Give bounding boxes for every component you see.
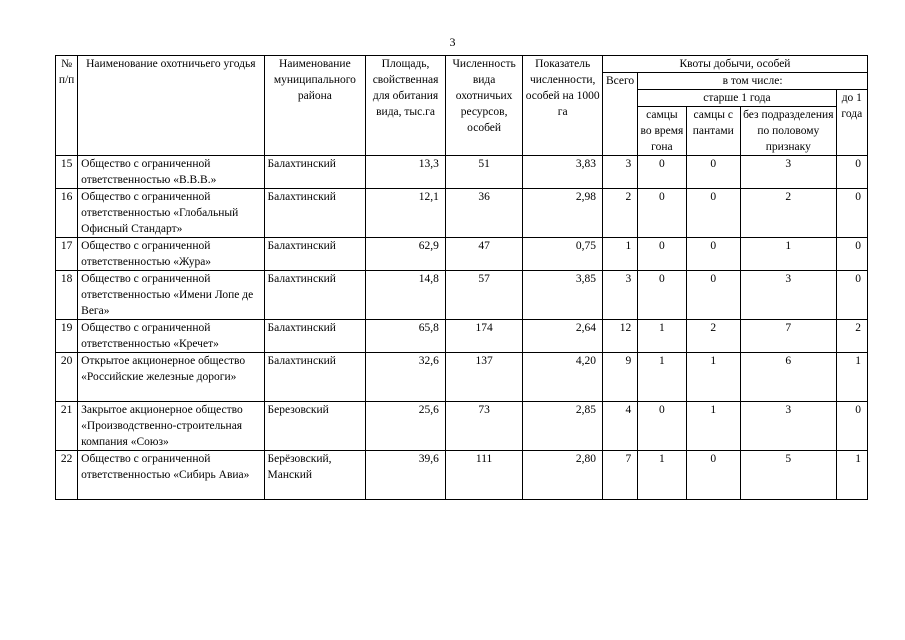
header-males-rut: самцы во время гона xyxy=(638,107,686,156)
row-num: 18 xyxy=(56,271,78,320)
page-number: 3 xyxy=(449,35,456,49)
row-no-sex: 7 xyxy=(740,320,836,353)
row-total: 3 xyxy=(602,156,637,189)
row-population: 47 xyxy=(445,238,523,271)
row-district: Балахтинский xyxy=(264,320,366,353)
header-total: Всего xyxy=(602,73,637,156)
row-no-sex: 6 xyxy=(740,353,836,402)
row-population: 137 xyxy=(445,353,523,402)
row-num: 20 xyxy=(56,353,78,402)
header-under1: до 1 года xyxy=(836,90,867,156)
row-name: Закрытое акционерное общество «Производственно-строительная компания «Союз» xyxy=(78,402,264,451)
row-population: 111 xyxy=(445,451,523,500)
row-total: 4 xyxy=(602,402,637,451)
row-num: 22 xyxy=(56,451,78,500)
row-total: 3 xyxy=(602,271,637,320)
row-district: Берёзовский, Манский xyxy=(264,451,366,500)
row-population: 36 xyxy=(445,189,523,238)
row-area: 32,6 xyxy=(366,353,446,402)
row-population: 174 xyxy=(445,320,523,353)
row-males-rut: 0 xyxy=(638,402,686,451)
row-num: 15 xyxy=(56,156,78,189)
row-under1: 1 xyxy=(836,451,867,500)
header-district: Наименование муниципального района xyxy=(264,56,366,156)
row-area: 25,6 xyxy=(366,402,446,451)
row-under1: 0 xyxy=(836,271,867,320)
table-row xyxy=(56,238,868,271)
row-area: 14,8 xyxy=(366,271,446,320)
row-males-rut: 1 xyxy=(638,353,686,402)
row-males-antlers: 1 xyxy=(686,402,740,451)
row-males-rut: 0 xyxy=(638,156,686,189)
row-district: Балахтинский xyxy=(264,271,366,320)
table-row xyxy=(56,353,868,402)
hunting-quota-table xyxy=(55,55,868,500)
row-district: Березовский xyxy=(264,402,366,451)
row-males-rut: 0 xyxy=(638,271,686,320)
row-no-sex: 2 xyxy=(740,189,836,238)
table-row xyxy=(56,156,868,189)
row-under1: 0 xyxy=(836,238,867,271)
row-name: Общество с ограниченной ответственностью «Имени Лопе де Вега» xyxy=(78,271,264,320)
row-total: 12 xyxy=(602,320,637,353)
row-index: 2,85 xyxy=(523,402,603,451)
row-males-rut: 0 xyxy=(638,238,686,271)
table-row xyxy=(56,271,868,320)
row-num: 19 xyxy=(56,320,78,353)
row-population: 51 xyxy=(445,156,523,189)
row-name: Открытое акционерное общество «Российские железные дороги» xyxy=(78,353,264,402)
header-no-sex: без подразделения по половому признаку xyxy=(740,107,836,156)
header-area: Площадь, свойственная для обитания вида, тыс.га xyxy=(366,56,446,156)
row-no-sex: 5 xyxy=(740,451,836,500)
row-num: 16 xyxy=(56,189,78,238)
row-males-rut: 1 xyxy=(638,451,686,500)
row-males-antlers: 0 xyxy=(686,156,740,189)
row-index: 4,20 xyxy=(523,353,603,402)
row-males-antlers: 0 xyxy=(686,451,740,500)
row-no-sex: 3 xyxy=(740,156,836,189)
header-num: № п/п xyxy=(56,56,78,156)
header-including: в том числе: xyxy=(638,73,868,90)
row-area: 39,6 xyxy=(366,451,446,500)
row-population: 57 xyxy=(445,271,523,320)
header-older: старше 1 года xyxy=(638,90,836,107)
row-name: Общество с ограниченной ответственностью «Кречет» xyxy=(78,320,264,353)
row-index: 0,75 xyxy=(523,238,603,271)
row-under1: 1 xyxy=(836,353,867,402)
row-no-sex: 3 xyxy=(740,402,836,451)
row-district: Балахтинский xyxy=(264,353,366,402)
row-district: Балахтинский xyxy=(264,238,366,271)
header-males-antlers: самцы с пантами xyxy=(686,107,740,156)
row-area: 13,3 xyxy=(366,156,446,189)
row-index: 3,85 xyxy=(523,271,603,320)
row-total: 7 xyxy=(602,451,637,500)
header-population: Численность вида охотничьих ресурсов, особей xyxy=(445,56,523,156)
table-row xyxy=(56,320,868,353)
row-index: 2,98 xyxy=(523,189,603,238)
row-num: 17 xyxy=(56,238,78,271)
row-under1: 0 xyxy=(836,402,867,451)
row-num: 21 xyxy=(56,402,78,451)
row-index: 2,80 xyxy=(523,451,603,500)
header-quotas: Квоты добычи, особей xyxy=(602,56,867,73)
row-area: 65,8 xyxy=(366,320,446,353)
table-row xyxy=(56,451,868,500)
row-name: Общество с ограниченной ответственностью «Глобальный Офисный Стандарт» xyxy=(78,189,264,238)
table-row xyxy=(56,402,868,451)
row-no-sex: 1 xyxy=(740,238,836,271)
row-index: 3,83 xyxy=(523,156,603,189)
row-no-sex: 3 xyxy=(740,271,836,320)
row-males-antlers: 2 xyxy=(686,320,740,353)
row-males-antlers: 0 xyxy=(686,189,740,238)
row-area: 12,1 xyxy=(366,189,446,238)
row-under1: 0 xyxy=(836,156,867,189)
header-index: Показатель численности, особей на 1000 га xyxy=(523,56,603,156)
row-name: Общество с ограниченной ответственностью «В.В.В.» xyxy=(78,156,264,189)
row-under1: 0 xyxy=(836,189,867,238)
row-total: 2 xyxy=(602,189,637,238)
row-district: Балахтинский xyxy=(264,189,366,238)
row-total: 1 xyxy=(602,238,637,271)
row-males-rut: 0 xyxy=(638,189,686,238)
row-total: 9 xyxy=(602,353,637,402)
row-population: 73 xyxy=(445,402,523,451)
row-area: 62,9 xyxy=(366,238,446,271)
table-row xyxy=(56,189,868,238)
row-name: Общество с ограниченной ответственностью «Сибирь Авиа» xyxy=(78,451,264,500)
row-index: 2,64 xyxy=(523,320,603,353)
row-district: Балахтинский xyxy=(264,156,366,189)
row-under1: 2 xyxy=(836,320,867,353)
row-males-rut: 1 xyxy=(638,320,686,353)
row-name: Общество с ограниченной ответственностью «Жура» xyxy=(78,238,264,271)
row-males-antlers: 0 xyxy=(686,271,740,320)
row-males-antlers: 0 xyxy=(686,238,740,271)
row-males-antlers: 1 xyxy=(686,353,740,402)
header-name: Наименование охотничьего угодья xyxy=(78,56,264,156)
